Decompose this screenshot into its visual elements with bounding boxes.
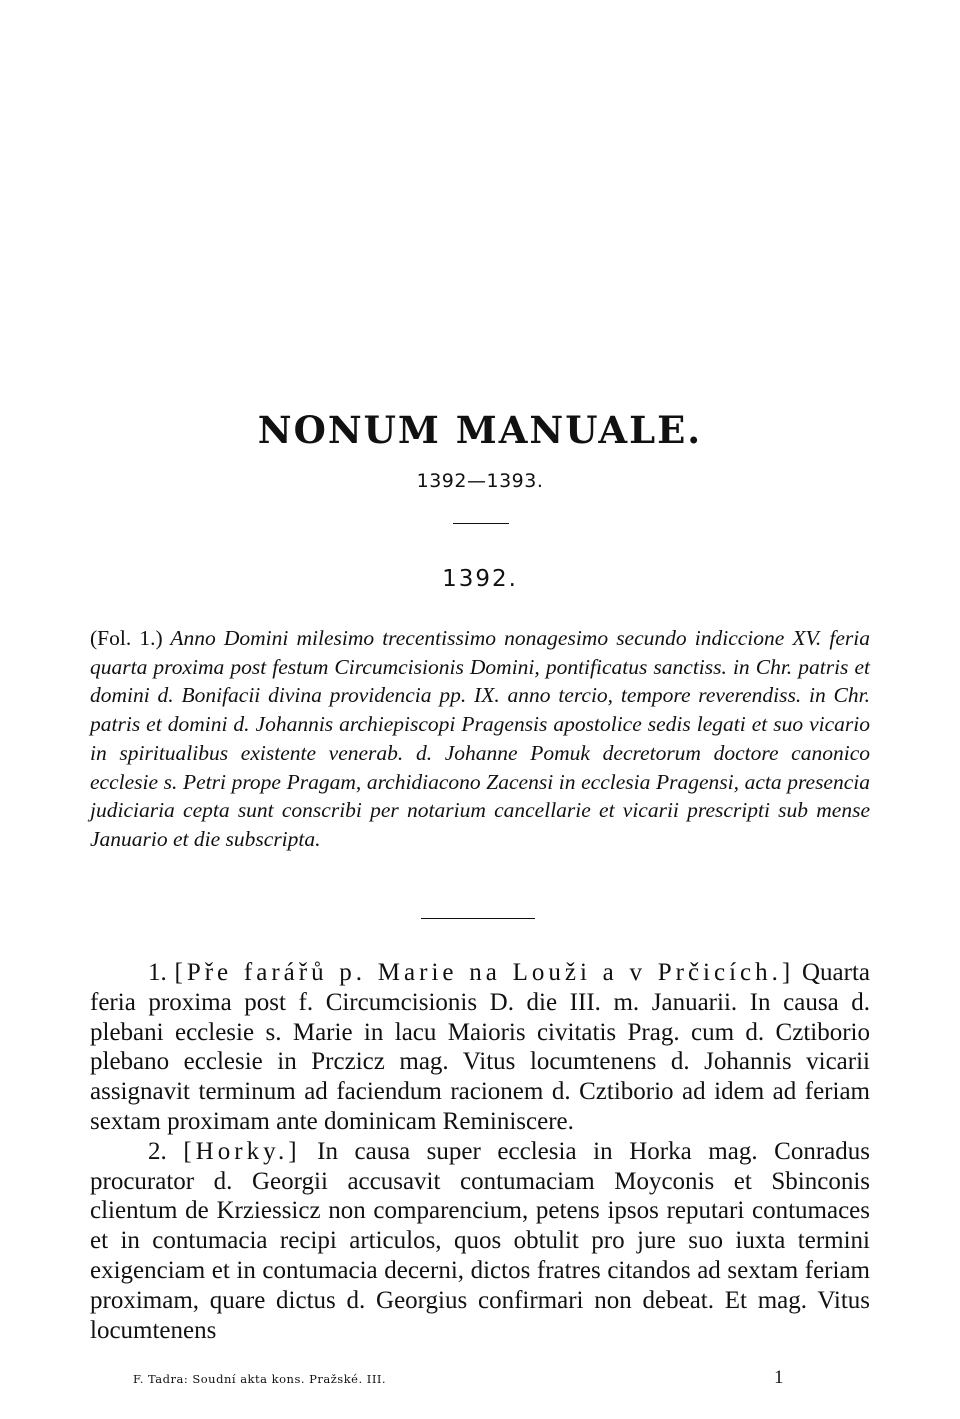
entry-2 — [90, 1137, 870, 1346]
entries-list — [90, 958, 870, 1345]
divider-rule — [421, 918, 535, 919]
entry-text: Quarta feria proxima post f. Circumcisionis D. die III. m. Januarii. In causa d. plebani ecclesie s. Marie in lacu Maioris civitatis Prag. cum d. Cztiborio plebano ecclesie in Prczicz mag. Vitus locumtenens d. Johannis vicarii assignavit terminum ad faciendum racionem d. Cztiborio ad idem ad feriam sextam proximam ante dominicam Reminiscere. — [90, 959, 870, 1135]
entry-number: 2. — [148, 1137, 167, 1165]
entry-heading: [Pře farářů p. Marie na Louži a v Prčicích.] — [174, 959, 795, 986]
folio-reference: (Fol. 1.) — [90, 626, 163, 650]
entry-heading: [Horky.] — [183, 1137, 301, 1165]
intro-text: Anno Domini milesimo trecentissimo nonagesimo secundo indiccione XV. feria quarta proxima post festum Circumcisionis Domini, pontificatus sanctiss. in Chr. patris et domini d. Bonifacii divina providencia pp. IX. anno tercio, tempore reverendiss. in Chr. patris et domini d. Johannis archiepiscopi Pragensis apostolice sedis legati et suo vicario in spiritualibus existente venerab. d. Johanne Pomuk decretorum doctore canonico ecclesie s. Petri prope Pragam, archidiacono Zacensi in ecclesia Pragensi, acta presencia judiciaria cepta sunt conscribi per notarium cancellarie et vicarii prescripti sub mense Januario et die subscripta. — [90, 626, 871, 851]
year-heading: 1392. — [442, 566, 518, 592]
page-title: NONUM MANUALE. — [257, 408, 703, 452]
intro-paragraph — [90, 624, 870, 854]
year-range: 1392—1393. — [416, 470, 544, 492]
page-number: 1 — [774, 1367, 784, 1388]
footer-source: F. Tadra: Soudní akta kons. Pražské. III. — [133, 1372, 387, 1386]
divider-rule — [453, 523, 509, 524]
entry-1 — [90, 958, 870, 1137]
entry-number: 1. — [148, 959, 167, 986]
entry-text: In causa super ecclesia in Horka mag. Conradus procurator d. Georgii accusavit contumaciam Moyconis et Sbinconis clientum de Krziessicz non comparencium, petens ipsos reputari contumaces et in contumacia recipi articulos, quos obtulit pro jure suo iuxta termini exigenciam et in contumacia decerni, dictos fratres citandos ad sextam feriam proximam, quare dictus d. Georgius confirmari non debeat. Et mag. Vitus locumtenens — [90, 1137, 870, 1344]
